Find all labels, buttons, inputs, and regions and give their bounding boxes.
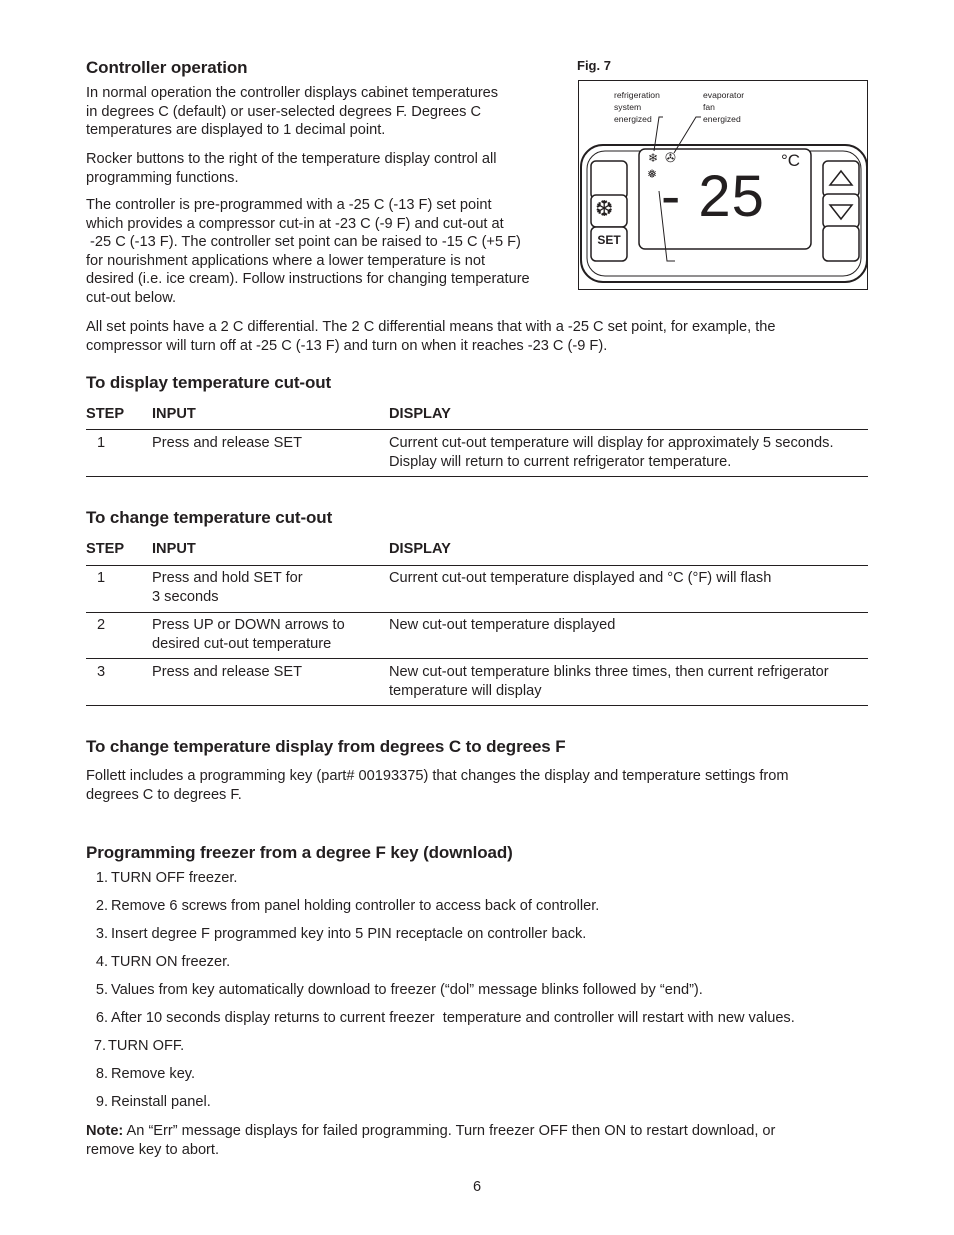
text-line: programming functions. (86, 169, 239, 186)
text-line: remove key to abort. (86, 1141, 220, 1158)
column-header-input: INPUT (152, 541, 196, 557)
column-header-step: STEP (86, 541, 125, 557)
table-cell-step: 2 (97, 617, 106, 633)
table-rule (86, 612, 868, 613)
text-line: The controller is pre-programmed with a -25 C (-13 F) set point (86, 197, 492, 213)
text-line: desired (i.e. ice cream). Follow instructions for changing temperature (86, 271, 530, 288)
figure-label: Fig. 7 (577, 58, 611, 73)
text-line: -25 C (-13 F). The controller set point can be raised to -15 C (+5 F) (86, 234, 521, 251)
text-line: cut-out below. (86, 289, 177, 306)
section-heading-controller-operation: Controller operation (86, 58, 248, 77)
defrost-button-icon: ❆ (595, 196, 614, 221)
table-rule (86, 476, 868, 477)
list-item: 6. After 10 seconds display returns to current freezer temperature and controller will restart with new values. (95, 1010, 795, 1026)
text-line: in degrees C (default) or user-selected degrees F. Degrees C (86, 103, 482, 120)
table-rule (86, 705, 868, 706)
refrigeration-energized-label: refrigeration system energized (614, 90, 660, 124)
table-cell-display: Current cut-out temperature will display for approximately 5 seconds. Display will return to current refrigerator temperature. (389, 435, 834, 470)
text-line: Follett includes a programming key (part# 00193375) that changes the display and temperature settings from (86, 768, 789, 784)
section-heading-change-display: To change temperature display from degrees C to degrees F (86, 737, 566, 756)
controller-operation-paragraph-1 (86, 84, 498, 140)
temperature-readout: - 25 (661, 164, 765, 229)
list-item: 2. Remove 6 screws from panel holding controller to access back of controller. (95, 898, 600, 914)
column-header-step: STEP (86, 406, 125, 422)
column-header-display: DISPLAY (389, 406, 451, 422)
table-cell-step: 1 (97, 435, 106, 451)
table-cell-step: 3 (97, 664, 106, 680)
table-rule (86, 565, 868, 566)
controller-operation-paragraph-3 (86, 196, 530, 308)
list-item: 3. Insert degree F programmed key into 5 PIN receptacle on controller back. (95, 926, 587, 942)
text-line: Rocker buttons to the right of the temperature display control all (86, 151, 497, 167)
table-cell-input: Press and hold SET for 3 seconds (152, 570, 303, 605)
column-header-display: DISPLAY (389, 541, 451, 557)
change-display-paragraph (86, 767, 789, 804)
list-item: 5. Values from key automatically download to freezer (“dol” message blinks followed by “end”). (95, 982, 703, 998)
text-line: All set points have a 2 C differential. The 2 C differential means that with a -25 C set point, for example, the (86, 319, 776, 335)
text-line: which provides a compressor cut-in at -23 C (-9 F) and cut-out at (86, 215, 504, 232)
list-item: 4. TURN ON freezer. (95, 954, 231, 970)
text-line: for nourishment applications where a lower temperature is not (86, 252, 486, 269)
table-cell-input: Press UP or DOWN arrows to desired cut-out temperature (152, 617, 345, 652)
set-button-label: SET (597, 233, 621, 247)
section-heading-display-cutout: To display temperature cut-out (86, 373, 332, 392)
table-cell-step: 1 (97, 570, 106, 586)
snowflake-icon: ❄ (648, 151, 659, 165)
list-item: 1. TURN OFF freezer. (95, 870, 238, 886)
table-cell-display: New cut-out temperature displayed (389, 617, 616, 633)
column-header-input: INPUT (152, 406, 196, 422)
table-rule (86, 429, 868, 430)
list-item: 9. Reinstall panel. (95, 1094, 211, 1110)
text-line: degrees C to degrees F. (86, 786, 242, 803)
table-cell-display: Current cut-out temperature displayed and °C (°F) will flash (389, 570, 772, 586)
note-paragraph (86, 1122, 775, 1159)
fan-icon: ✇ (665, 150, 676, 165)
table-cell-display: New cut-out temperature blinks three times, then current refrigerator temperature will display (389, 664, 829, 699)
section-heading-programming: Programming freezer from a degree F key (download) (86, 843, 513, 862)
evaporator-energized-label: evaporator fan energized (703, 90, 745, 124)
table-rule (86, 658, 868, 659)
text-line: temperatures are displayed to 1 decimal point. (86, 122, 386, 139)
page-number: 6 (472, 1179, 482, 1195)
text-line: compressor will turn off at -25 C (-13 F) and turn on when it reaches -23 C (-9 F). (86, 337, 608, 354)
list-item: 8. Remove key. (95, 1066, 196, 1082)
controller-figure (578, 80, 868, 290)
text-line: In normal operation the controller displays cabinet temperatures (86, 85, 499, 101)
unit-indicator: °C (781, 151, 801, 170)
controller-operation-paragraph-2 (86, 150, 496, 187)
controller-operation-paragraph-4 (86, 318, 776, 355)
table-cell-input: Press and release SET (152, 664, 303, 680)
note-label: Note: (86, 1123, 124, 1139)
defrost-icon: ❅ (647, 167, 658, 181)
list-item: 7. TURN OFF. (93, 1038, 185, 1054)
section-heading-change-cutout: To change temperature cut-out (86, 508, 333, 527)
table-cell-input: Press and release SET (152, 435, 303, 451)
text-line: An “Err” message displays for failed programming. Turn freezer OFF then ON to restart download, or (126, 1123, 776, 1139)
